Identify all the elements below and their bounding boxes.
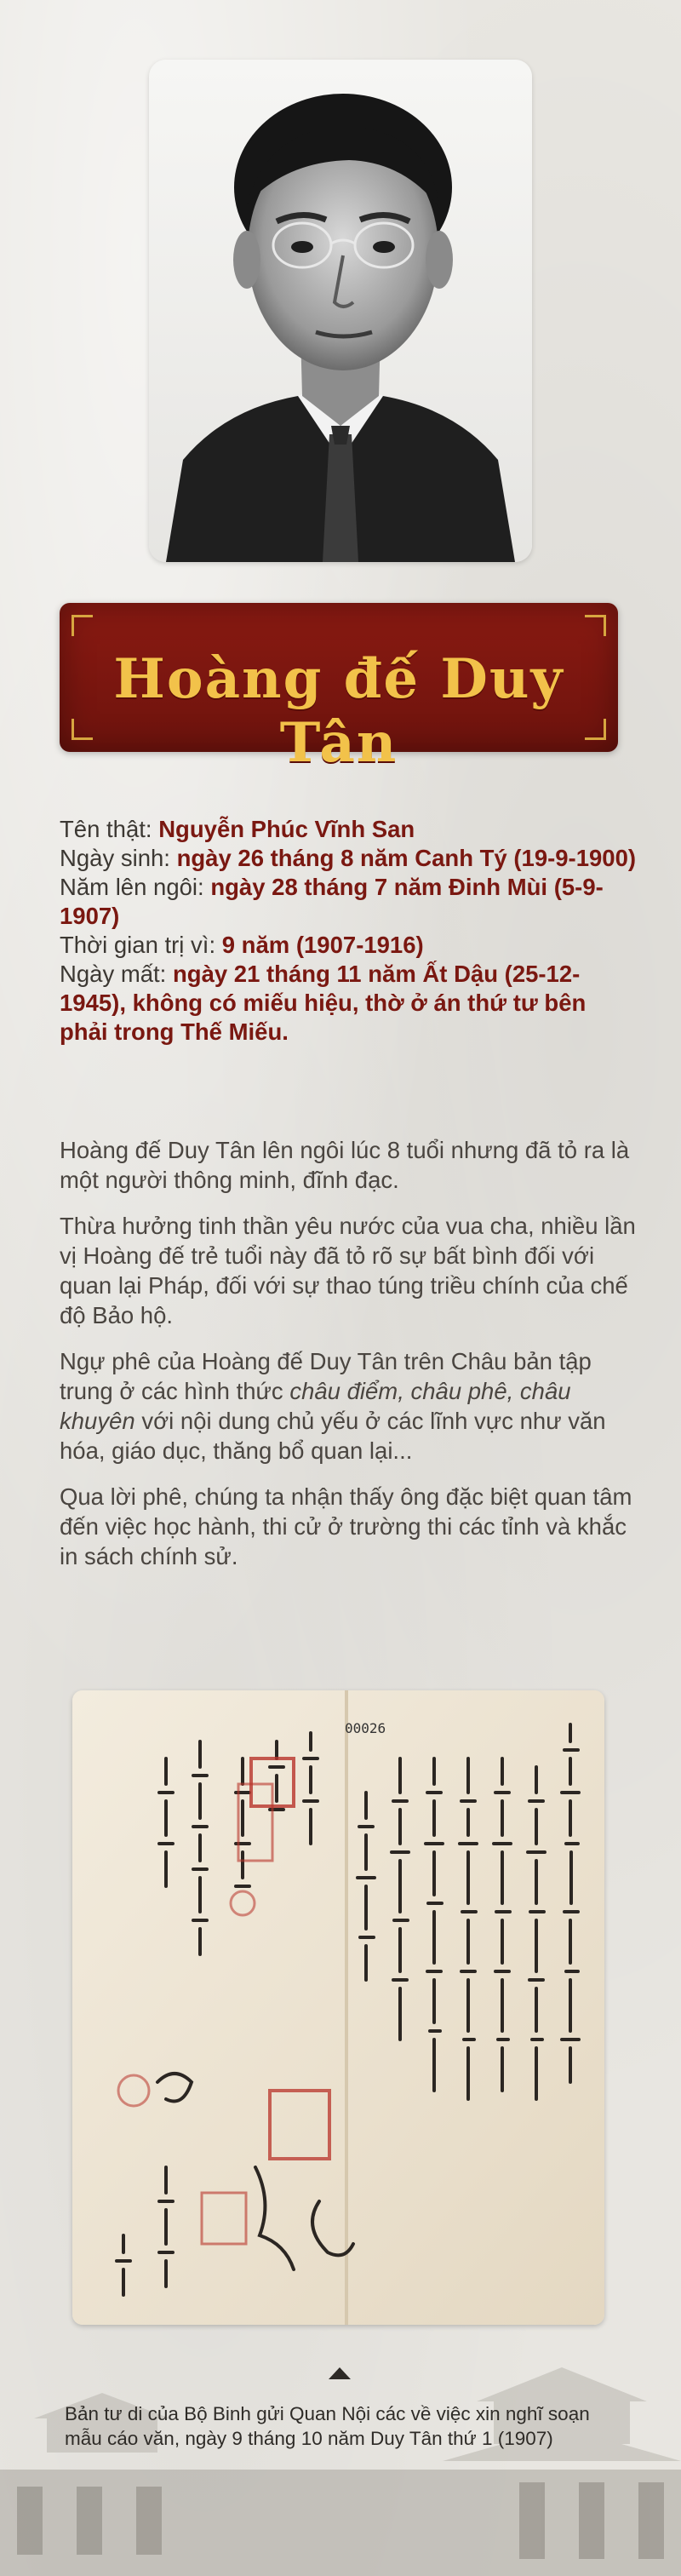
paragraph: Thừa hưởng tinh thần yêu nước của vua cha, nhiều lần vị Hoàng đế trẻ tuổi này đã tỏ rõ sự bất bình đối với quan lại Pháp, đối với sự thao túng triều chính của chế độ Bảo hộ. xyxy=(60,1213,636,1328)
info-label: Năm lên ngôi: xyxy=(60,874,211,900)
paragraph: Hoàng đế Duy Tân lên ngôi lúc 8 tuổi nhưng đã tỏ ra là một người thông minh, đĩnh đạc. xyxy=(60,1137,630,1193)
document-illustration xyxy=(72,1690,604,2325)
title-banner xyxy=(60,603,618,775)
paragraph xyxy=(60,1346,638,1466)
info-value: Nguyễn Phúc Vĩnh San xyxy=(158,816,415,842)
info-label: Ngày sinh: xyxy=(60,845,177,871)
info-enthroned xyxy=(60,873,638,931)
paragraph: Qua lời phê, chúng ta nhận thấy ông đặc biệt quan tâm đến việc học hành, thi cử ở trường thi các tỉnh và khắc in sách chính sử. xyxy=(60,1483,632,1569)
historical-document-photo xyxy=(72,1690,604,2325)
info-label: Ngày mất: xyxy=(60,961,173,987)
info-value: ngày 21 tháng 11 năm Ất Dậu (25-12-1945), không có miếu hiệu, thờ ở án thứ tư bên phải trong Thế Miếu. xyxy=(60,961,587,1045)
paragraph-text: với nội dung chủ yếu ở các lĩnh vực như văn hóa, giáo dục, thăng bổ quan lại... xyxy=(60,1408,606,1464)
article-body xyxy=(60,1135,638,1587)
document-number: 00026 xyxy=(345,1720,386,1736)
image-caption: Bản tư di của Bộ Binh gửi Quan Nội các về việc xin nghĩ soạn mẫu cáo văn, ngày 9 tháng 10 năm Duy Tân thứ 1 (1907) xyxy=(65,2403,590,2449)
paragraph-emphasis: châu điểm, châu phê, châu khuyên xyxy=(60,1378,571,1434)
portrait-illustration xyxy=(149,60,532,562)
info-birth xyxy=(60,844,638,873)
caption-pointer-icon xyxy=(329,2367,351,2379)
info-value: ngày 28 tháng 7 năm Đinh Mùi (5-9-1907) xyxy=(60,874,604,929)
info-death xyxy=(60,960,638,1047)
info-real-name xyxy=(60,815,638,844)
info-label: Tên thật: xyxy=(60,816,159,842)
page-title: Hoàng đế Duy Tân xyxy=(113,647,564,775)
info-box xyxy=(60,815,638,1047)
banner-corner-ornament xyxy=(72,615,93,636)
paragraph-text: Ngự phê của Hoàng đế Duy Tân trên Châu bản tập trung ở các hình thức xyxy=(60,1348,592,1404)
info-label: Thời gian trị vì: xyxy=(60,932,222,958)
info-value: ngày 26 tháng 8 năm Canh Tý (19-9-1900) xyxy=(176,845,637,871)
info-value: 9 năm (1907-1916) xyxy=(221,932,424,958)
portrait-photo xyxy=(149,60,532,562)
info-reign xyxy=(60,931,638,960)
banner-corner-ornament xyxy=(585,615,606,636)
